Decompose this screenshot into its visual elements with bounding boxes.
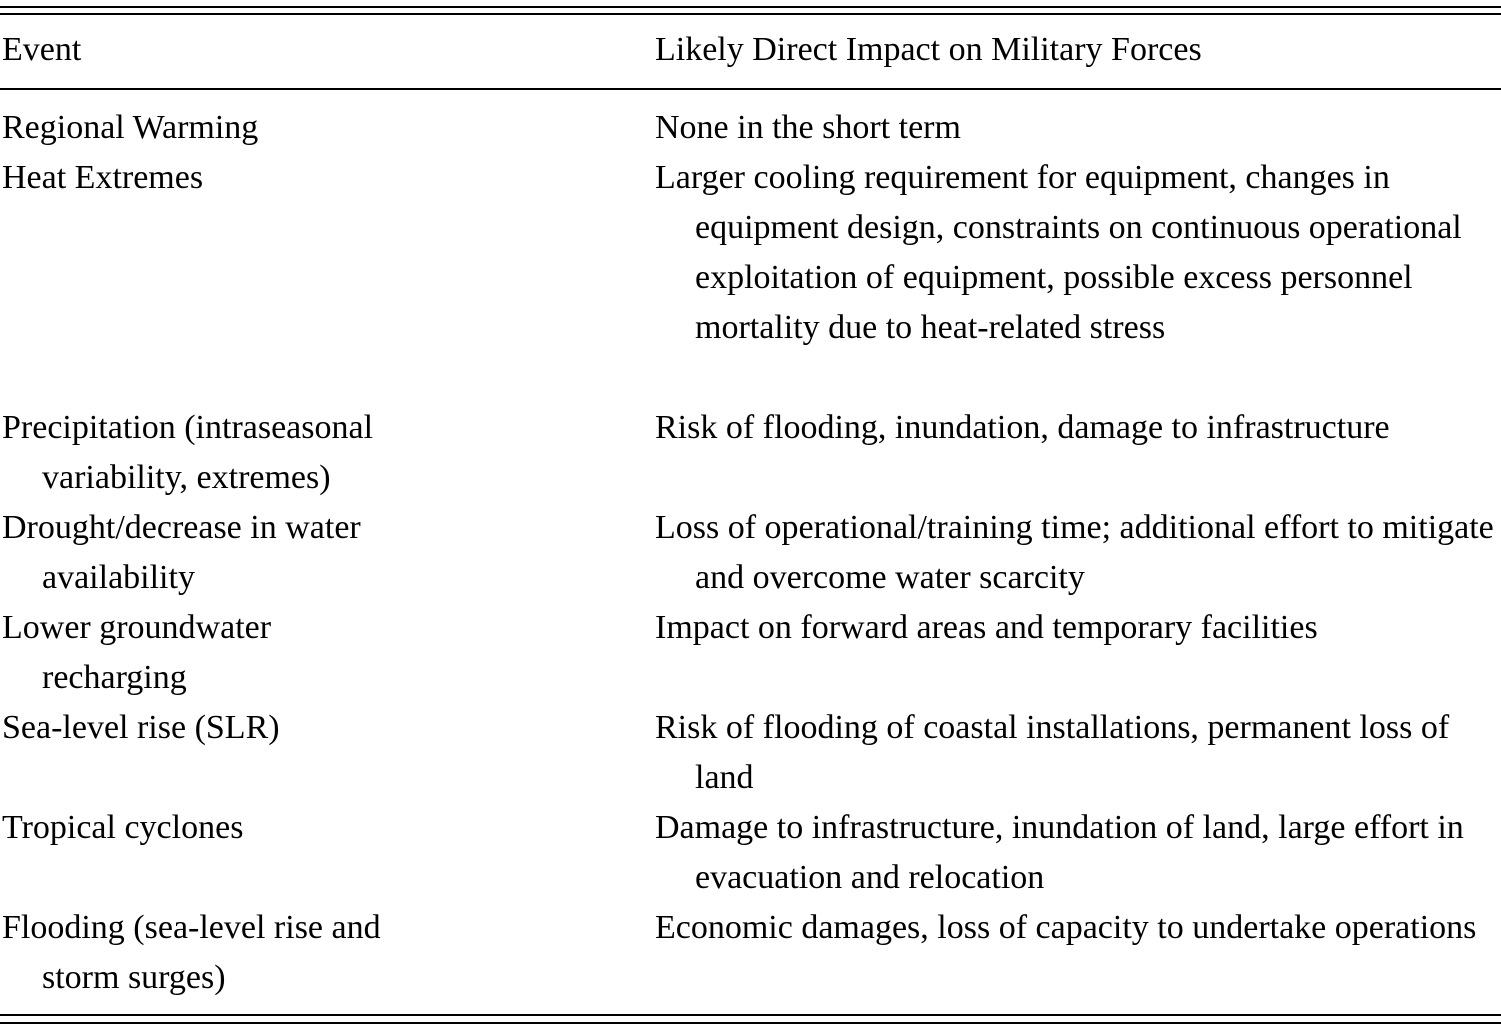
event-cell: Heat Extremes <box>2 159 204 196</box>
impact-cell: Damage to infrastructure, inundation of land, large effort in evacuation and relocation <box>655 809 1464 896</box>
impact-cell: Larger cooling requirement for equipment, changes in equipment design, constraints on continuous operational exploitation of equipment, possible excess personnel mortality due to heat-related stress <box>655 159 1462 346</box>
impact-cell: Risk of flooding of coastal installations, permanent loss of land <box>655 709 1450 796</box>
event-cell: Lower groundwater recharging <box>2 609 272 696</box>
table-row <box>0 503 1501 603</box>
table-header-row <box>0 25 1501 75</box>
table-row <box>0 803 1501 903</box>
header-event: Event <box>2 31 82 68</box>
table-row <box>0 403 1501 503</box>
event-cell: Drought/decrease in water availability <box>2 509 361 596</box>
table-row <box>0 703 1501 803</box>
table-bottom-rule-inner <box>0 1014 1501 1016</box>
table-row <box>0 603 1501 703</box>
event-cell: Regional Warming <box>2 109 259 146</box>
table-row <box>0 153 1501 403</box>
impact-cell: Impact on forward areas and temporary facilities <box>655 609 1318 646</box>
event-cell: Tropical cyclones <box>2 809 244 846</box>
table-top-rule-outer <box>0 6 1501 8</box>
impact-cell: Loss of operational/training time; additional effort to mitigate and overcome water scarcity <box>655 509 1494 596</box>
impact-cell: Risk of flooding, inundation, damage to infrastructure <box>655 409 1390 446</box>
table-bottom-rule-outer <box>0 1022 1501 1024</box>
header-impact: Likely Direct Impact on Military Forces <box>655 31 1202 68</box>
table-body <box>0 103 1501 1003</box>
table-top-rule-inner <box>0 13 1501 15</box>
table-row <box>0 903 1501 1003</box>
event-cell: Precipitation (intraseasonal variability, extremes) <box>2 409 374 496</box>
impact-cell: None in the short term <box>655 109 961 146</box>
table-header-rule <box>0 88 1501 90</box>
event-cell: Flooding (sea-level rise and storm surges) <box>2 909 381 996</box>
table-row <box>0 103 1501 153</box>
impact-cell: Economic damages, loss of capacity to undertake operations <box>655 909 1477 946</box>
event-cell: Sea-level rise (SLR) <box>2 709 280 746</box>
